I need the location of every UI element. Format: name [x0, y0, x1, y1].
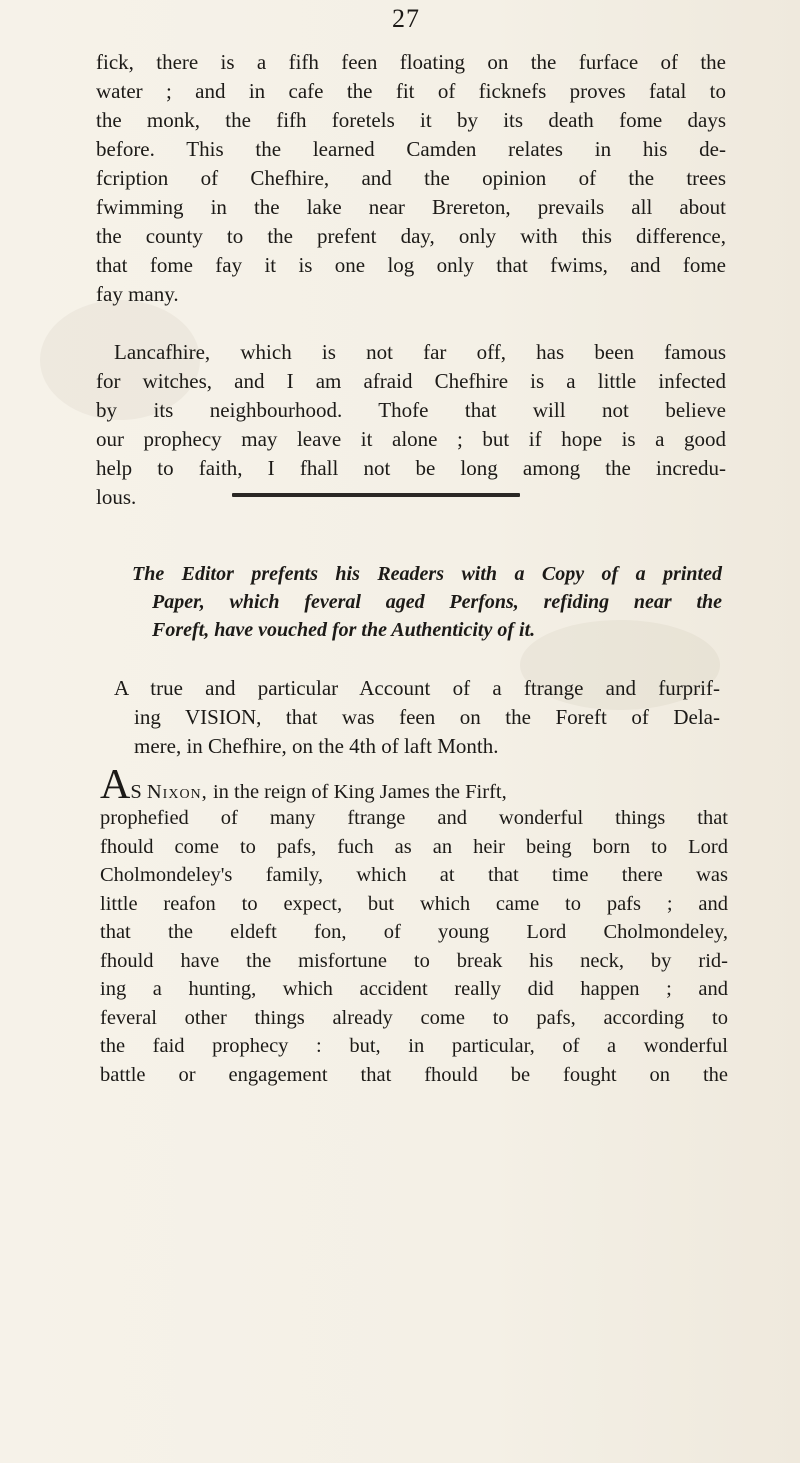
text-line: A true and particular Account of a ftrange and furprif- — [114, 676, 720, 700]
text-line: fcription of Chefhire, and the opinion of the trees — [96, 166, 726, 190]
text-line: our prophecy may leave it alone ; but if hope is a good — [96, 427, 726, 451]
text-line: Lancafhire, which is not far off, has been famous — [114, 340, 726, 364]
text-line: that fome fay it is one log only that fwims, and fome — [96, 253, 726, 277]
text-line: Paper, which feveral aged Perfons, refiding near the — [152, 591, 722, 613]
text-line: before. This the learned Camden relates in his de- — [96, 137, 726, 161]
text-line: Foreft, have vouched for the Authenticity of it. — [152, 619, 536, 641]
text-line: by its neighbourhood. Thofe that will not believe — [96, 398, 726, 422]
name-nixon: Nixon, — [146, 781, 208, 803]
account-title — [114, 674, 720, 761]
paragraph-nixon — [100, 762, 728, 1089]
text-line: fay many. — [96, 282, 179, 306]
paragraph-lancashire — [96, 338, 726, 512]
text-line: water ; and in cafe the fit of ficknefs proves fatal to — [96, 79, 726, 103]
text-line: the county to the prefent day, only with this difference, — [96, 224, 726, 248]
text-line: prophefied of many ftrange and wonderful things that — [100, 807, 728, 829]
text-line: fick, there is a fifh feen floating on the furface of the — [96, 50, 726, 74]
text-line: little reafon to expect, but which came to pafs ; and — [100, 892, 728, 915]
paragraph-camden — [96, 48, 726, 309]
opening-line — [100, 762, 728, 808]
text-line: that the eldeft fon, of young Lord Cholmondeley, — [100, 921, 728, 943]
text-line: fhould have the misfortune to break his neck, by rid- — [100, 949, 728, 972]
text-line: ing a hunting, which accident really did happen ; and — [100, 978, 728, 1000]
text-line: fhould come to pafs, fuch as an heir being born to Lord — [100, 835, 728, 858]
editor-note — [132, 560, 722, 644]
text-line: feveral other things already come to pafs, according to — [100, 1006, 728, 1029]
text-line: battle or engagement that fhould be fought on the — [100, 1063, 728, 1086]
page-number: 27 — [392, 4, 420, 33]
opening-line-tail: in the reign of King James the Firft, — [207, 781, 507, 803]
text-line: The Editor prefents his Readers with a Copy of a printed — [132, 563, 722, 585]
text-line: ing VISION, that was feen on the Foreft of Dela- — [134, 705, 720, 729]
text-line: help to faith, I fhall not be long among the incredu- — [96, 456, 726, 480]
text-line: mere, in Chefhire, on the 4th of laft Month. — [134, 734, 499, 758]
text-line: for witches, and I am afraid Chefhire is a little infected — [96, 369, 726, 393]
text-line: fwimming in the lake near Brereton, prevails all about — [96, 195, 726, 219]
drop-cap: A — [100, 762, 131, 808]
text-line: Cholmondeley's family, which at that time there was — [100, 864, 728, 886]
opening-letter: S — [130, 781, 142, 803]
text-line: lous. — [96, 485, 137, 509]
text-line: the monk, the fifh foretels it by its death fome days — [96, 108, 726, 132]
text-line: the faid prophecy : but, in particular, of a wonderful — [100, 1035, 728, 1057]
section-divider — [232, 493, 520, 497]
